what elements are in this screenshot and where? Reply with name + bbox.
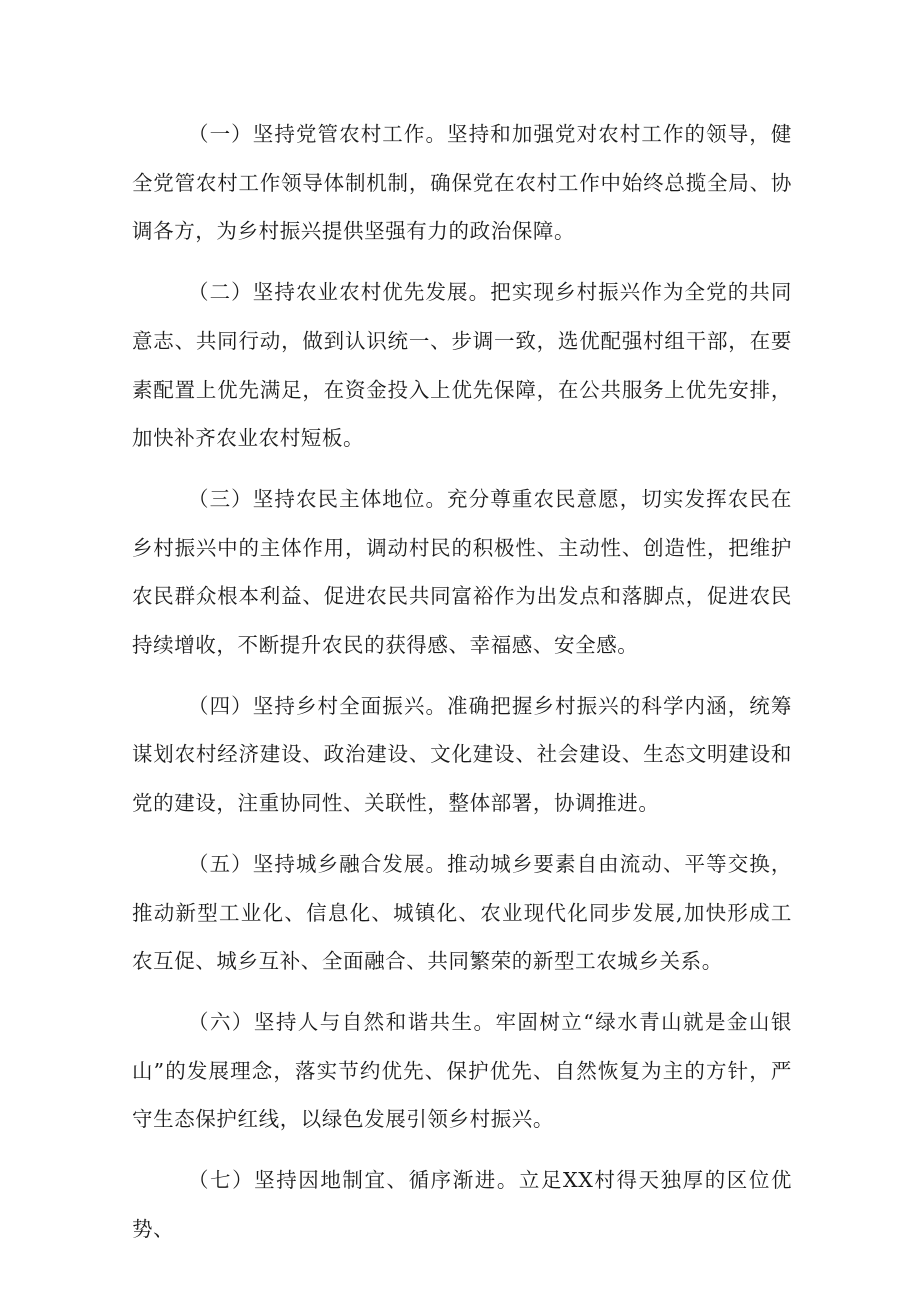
paragraph-principle-7: （七）坚持因地制宜、循序渐进。立足XX村得天独厚的区位优势、 [132,1168,792,1241]
paragraph-principle-2: （二）坚持农业农村优先发展。把实现乡村振兴作为全党的共同意志、共同行动，做到认识统一、步调一致，选优配强村组干部，在要素配置上优先满足，在资金投入上优先保障，在公共服务上优先安排，加快补齐农业农村短板。 [132,280,792,451]
paragraph-principle-6: （六）坚持人与自然和谐共生。牢固树立“绿水青山就是金山银山”的发展理念，落实节约优先、保护优先、自然恢复为主的方针，严守生态保护红线，以绿色发展引领乡村振兴。 [132,1009,792,1132]
paragraph-principle-5: （五）坚持城乡融合发展。推动城乡要素自由流动、平等交换，推动新型工业化、信息化、城镇化、农业现代化同步发展,加快形成工农互促、城乡互补、全面融合、共同繁荣的新型工农城乡关系。 [132,851,792,974]
paragraph-principle-1: （一）坚持党管农村工作。坚持和加强党对农村工作的领导，健全党管农村工作领导体制机制，确保党在农村工作中始终总揽全局、协调各方，为乡村振兴提供坚强有力的政治保障。 [132,122,792,244]
document-body [132,110,792,1265]
paragraph-principle-3: （三）坚持农民主体地位。充分尊重农民意愿，切实发挥农民在乡村振兴中的主体作用，调动村民的积极性、主动性、创造性，把维护农民群众根本利益、促进农民共同富裕作为出发点和落脚点，促进农民持续增收，不断提升农民的获得感、幸福感、安全感。 [132,486,792,658]
paragraph-principle-4: （四）坚持乡村全面振兴。准确把握乡村振兴的科学内涵，统筹谋划农村经济建设、政治建设、文化建设、社会建设、生态文明建设和党的建设，注重协同性、关联性，整体部署，协调推进。 [132,693,792,816]
